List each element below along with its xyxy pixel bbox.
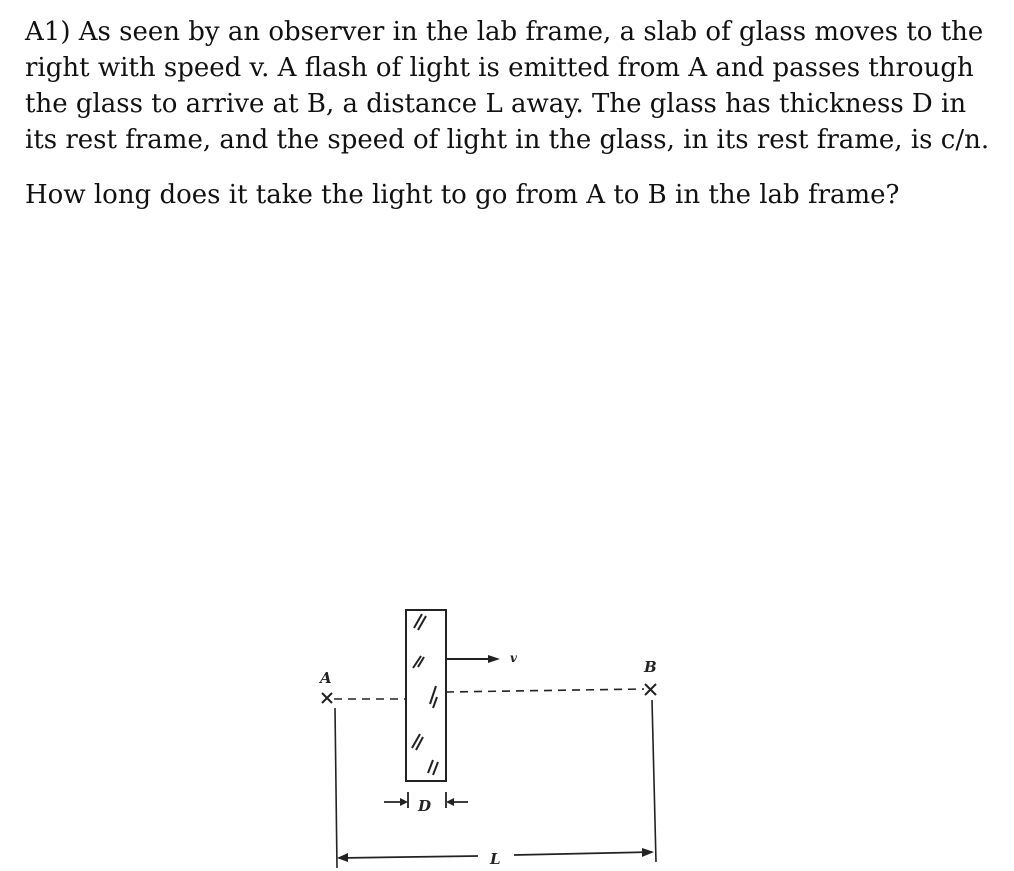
label-v: v [510, 651, 517, 665]
point-b-marker [645, 684, 656, 695]
label-d: D [418, 797, 432, 815]
light-path-right [446, 689, 644, 692]
label-a: A [320, 669, 332, 687]
label-b: B [644, 658, 657, 676]
distance-line-b [652, 700, 656, 862]
point-a-marker [322, 693, 332, 703]
question-text: How long does it take the light to go from A to B in the lab frame? [25, 180, 900, 210]
problem-line-2: right with speed v. A flash of light is emitted from A and passes through [25, 53, 974, 83]
problem-line-4: its rest frame, and the speed of light in the glass, in its rest frame, is c/n. [25, 125, 990, 155]
velocity-arrowhead [488, 655, 500, 663]
thickness-arrowhead-left [400, 798, 408, 806]
distance-arrowhead-left [337, 853, 348, 862]
label-l: L [490, 850, 501, 868]
distance-arrow-right [514, 852, 652, 855]
distance-arrow-left [339, 856, 478, 858]
glass-slab [406, 610, 446, 781]
problem-line-3: the glass to arrive at B, a distance L away. The glass has thickness D in [25, 89, 967, 119]
problem-line-1: A1) As seen by an observer in the lab frame, a slab of glass moves to the [25, 17, 984, 47]
thickness-arrowhead-right [446, 798, 454, 806]
distance-arrowhead-right [642, 848, 654, 857]
distance-line-a [335, 708, 337, 868]
